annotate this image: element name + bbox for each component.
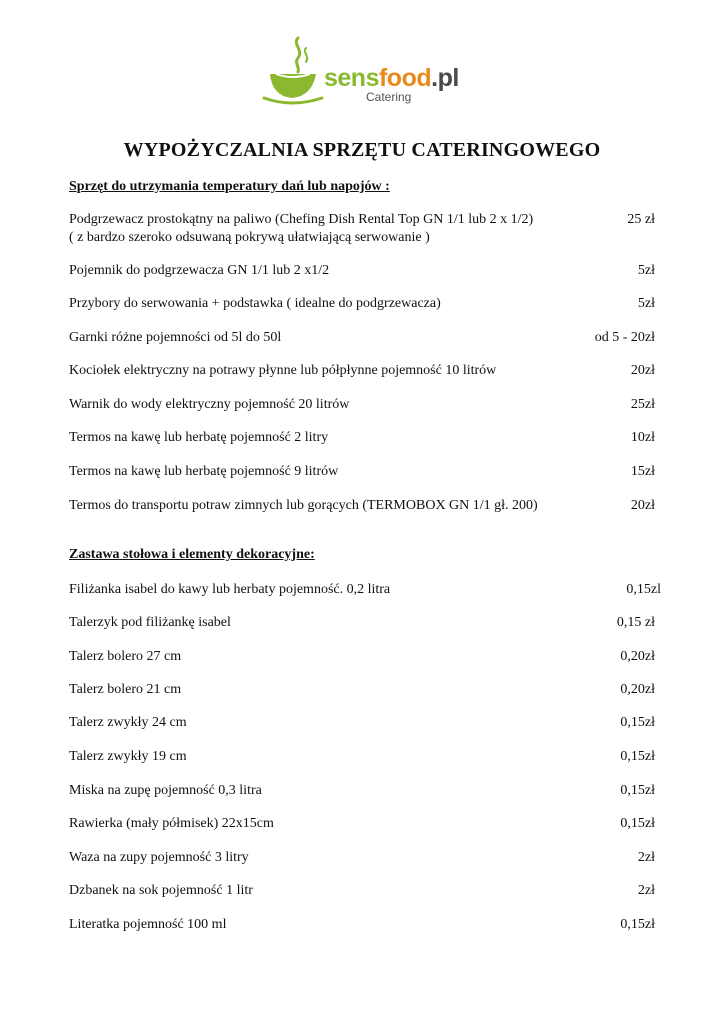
item-name: Dzbanek na sok pojemność 1 litr: [69, 883, 253, 898]
item-price: 0,15zl: [626, 582, 661, 597]
item-name: Talerzyk pod filiżankę isabel: [69, 615, 231, 630]
item-name: Garnki różne pojemności od 5l do 50l: [69, 330, 282, 345]
item-price: 0,15zł: [620, 749, 655, 764]
section-heading-tableware: Zastawa stołowa i elementy dekoracyjne:: [69, 547, 315, 562]
item-name: Talerz bolero 27 cm: [69, 649, 182, 664]
logo-word-sens: sens: [324, 64, 379, 92]
logo-word-tld: .pl: [431, 64, 459, 92]
item-name: Rawierka (mały półmisek) 22x15cm: [69, 816, 274, 831]
logo-wordmark: [324, 66, 459, 91]
item-name: Termos na kawę lub herbatę pojemność 2 litry: [69, 430, 329, 445]
sensfood-logo: [262, 34, 459, 106]
item-price: 10zł: [630, 430, 655, 445]
item-name: Kociołek elektryczny na potrawy płynne lub półpłynne pojemność 10 litrów: [69, 363, 497, 378]
item-note: ( z bardzo szeroko odsuwaną pokrywą ułatwiającą serwowanie ): [69, 230, 430, 245]
item-price: 0,15zł: [620, 783, 655, 798]
item-price: 25 zł: [627, 212, 655, 227]
item-price: 2zł: [637, 850, 655, 865]
logo-subtitle: Catering: [366, 90, 412, 104]
item-name: Talerz zwykły 24 cm: [69, 715, 187, 730]
item-price: 5zł: [637, 263, 655, 278]
item-price: 25zł: [630, 397, 655, 412]
logo-word-food: food: [378, 64, 432, 92]
item-price: 0,20zł: [620, 682, 655, 697]
section-heading-temperature: Sprzęt do utrzymania temperatury dań lub napojów :: [69, 179, 390, 194]
item-name: Miska na zupę pojemność 0,3 litra: [69, 783, 262, 798]
item-name: Talerz bolero 21 cm: [69, 682, 182, 697]
item-price: 20zł: [630, 363, 655, 378]
item-price: 0,15zł: [620, 816, 655, 831]
item-name: Filiżanka isabel do kawy lub herbaty pojemność. 0,2 litra: [69, 582, 391, 597]
item-name: Waza na zupy pojemność 3 litry: [69, 850, 249, 865]
cup-icon: [262, 34, 332, 106]
item-price: 5zł: [637, 296, 655, 311]
item-name: Termos do transportu potraw zimnych lub gorących (TERMOBOX GN 1/1 gł. 200): [69, 498, 538, 513]
item-name: Literatka pojemność 100 ml: [69, 917, 227, 932]
item-name: Przybory do serwowania + podstawka ( idealne do podgrzewacza): [69, 296, 441, 311]
item-price: od 5 - 20zł: [594, 330, 655, 345]
item-price: 2zł: [637, 883, 655, 898]
item-price: 0,15zł: [620, 917, 655, 932]
item-name: Warnik do wody elektryczny pojemność 20 litrów: [69, 397, 350, 412]
item-name: Pojemnik do podgrzewacza GN 1/1 lub 2 x1/2: [69, 263, 330, 278]
item-name: Talerz zwykły 19 cm: [69, 749, 187, 764]
item-name: Podgrzewacz prostokątny na paliwo (Chefing Dish Rental Top GN 1/1 lub 2 x 1/2): [69, 212, 534, 227]
item-price: 20zł: [630, 498, 655, 513]
item-price: 0,20zł: [620, 649, 655, 664]
page-title: WYPOŻYCZALNIA SPRZĘTU CATERINGOWEGO: [123, 139, 601, 161]
item-price: 0,15 zł: [616, 615, 655, 630]
item-price: 0,15zł: [620, 715, 655, 730]
item-name: Termos na kawę lub herbatę pojemność 9 litrów: [69, 464, 339, 479]
item-price: 15zł: [630, 464, 655, 479]
